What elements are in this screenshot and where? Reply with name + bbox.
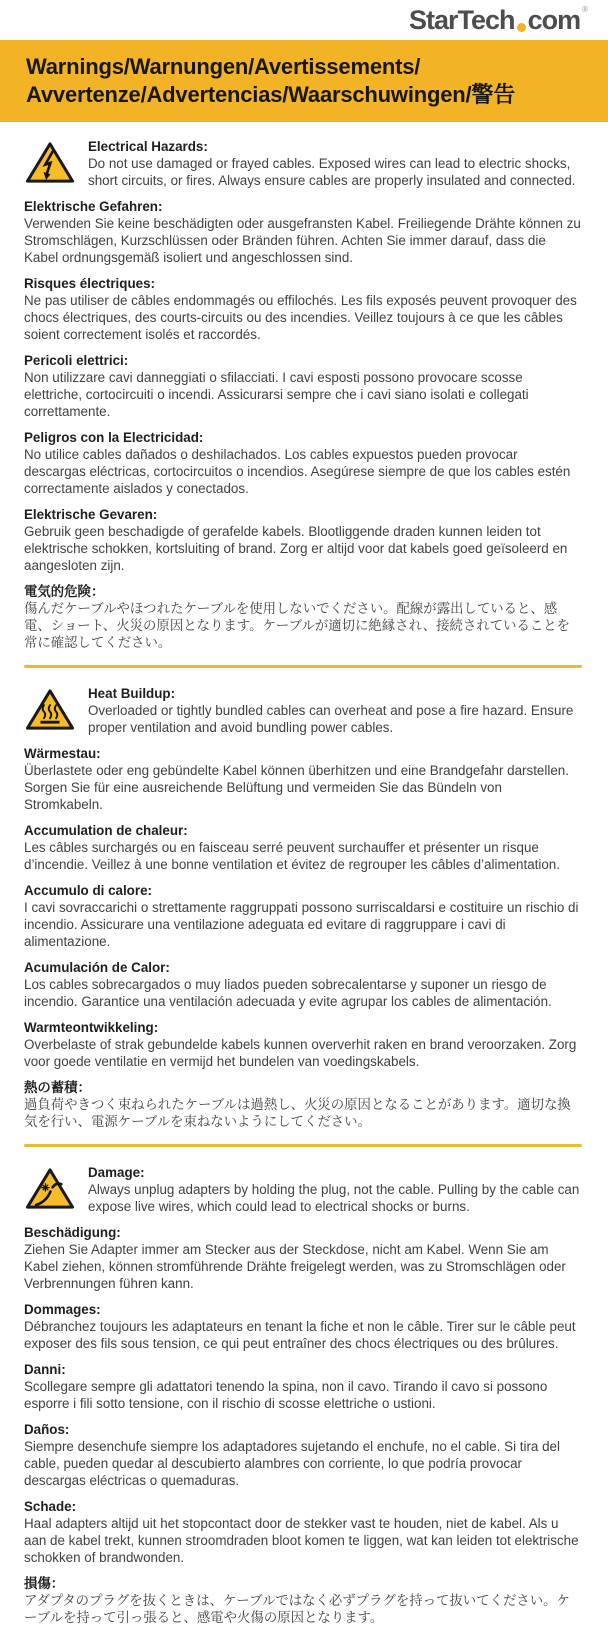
warning-block	[24, 352, 582, 420]
logo-text-com: com	[527, 4, 581, 35]
section-lead	[24, 1164, 582, 1215]
warning-block	[88, 138, 582, 189]
section-lead	[24, 138, 582, 189]
hot-surface-warning-icon	[24, 685, 76, 736]
warning-body: 傷んだケーブルやほつれたケーブルを使用しないでください。配線が露出していると、感電、ショート、火災の原因となります。ケーブルが適切に絶縁され、接続されていることを常に確認してください。	[24, 601, 571, 650]
warning-title: Accumulo di calore:	[24, 883, 152, 898]
warning-title: Acumulación de Calor:	[24, 960, 170, 975]
warning-title: Daños:	[24, 1422, 70, 1437]
warning-title: Warmteontwikkeling:	[24, 1020, 159, 1035]
warning-title: Danni:	[24, 1362, 66, 1377]
startech-logo	[409, 5, 588, 36]
warning-title: Damage:	[88, 1165, 145, 1180]
warnings-banner	[0, 40, 608, 122]
warning-block	[24, 822, 582, 873]
warning-block	[24, 1019, 582, 1070]
warning-title: Accumulation de chaleur:	[24, 823, 188, 838]
warning-title: Wärmestau:	[24, 746, 101, 761]
warning-body: Scollegare sempre gli adattatori tenendo la spina, non il cavo. Tirando il cavo si possono esporre i fili sotto tensione, con il rischio di scosse elettriche o ustioni.	[24, 1379, 548, 1411]
warning-block	[24, 1301, 582, 1352]
warning-title: Peligros con la Electricidad:	[24, 430, 204, 445]
warning-block	[24, 882, 582, 950]
warning-block	[24, 429, 582, 497]
high-voltage-warning-icon	[24, 138, 76, 189]
warning-title: Pericoli elettrici:	[24, 353, 129, 368]
warning-body: Gebruik geen beschadigde of gerafelde kabels. Blootliggende draden kunnen leiden tot elektrische schokken, kortsluiting of brand. Zorg er altijd voor dat kabels goed geïsoleerd en aangesloten zijn.	[24, 524, 568, 573]
warning-title: Risques électriques:	[24, 276, 155, 291]
warning-block	[88, 1164, 582, 1215]
section-divider	[24, 1144, 582, 1147]
warning-body: Los cables sobrecargados o muy liados pueden sobrecalentarse y suponer un riesgo de incendio. Garantice una ventilación adecuada y evite agrupar los cables de alimentación.	[24, 977, 552, 1009]
warning-body: Les câbles surchargés ou en faisceau serré peuvent surchauffer et présenter un risque d’incendie. Veillez à une bonne ventilation et évitez de regrouper les câbles d’alimentation.	[24, 840, 560, 872]
section-damage	[24, 1164, 582, 1626]
registered-trademark-mark: ®	[582, 4, 588, 14]
banner-title-line1: Warnings/Warnungen/Avertissements/	[26, 54, 421, 79]
warning-title: Heat Buildup:	[88, 686, 176, 701]
warning-body: Non utilizzare cavi danneggiati o sfilacciati. I cavi esposti possono provocare scosse elettriche, cortocircuiti o incendi. Assicurarsi sempre che i cavi siano isolati e collegati correttamente.	[24, 370, 529, 419]
warning-block	[24, 583, 582, 651]
section-electrical-hazards	[24, 138, 582, 651]
warning-body: No utilice cables dañados o deshilachados. Los cables expuestos pueden provocar descargas eléctricas, cortocircuitos o incendios. Asegúrese siempre de que los cables estén correctamente aislados y conectados.	[24, 447, 571, 496]
banner-title-line2: Avvertenze/Advertencias/Waarschuwingen/警告	[26, 82, 515, 107]
warning-body: Do not use damaged or frayed cables. Exposed wires can lead to electric shocks, short circuits, or fires. Always ensure cables are properly insulated and connected.	[88, 156, 576, 188]
warning-block	[24, 745, 582, 813]
warning-body: Ziehen Sie Adapter immer am Stecker aus der Steckdose, nicht am Kabel. Wenn Sie am Kabel ziehen, können stromführende Drähte freigelegt werden, was zu Stromschlägen oder Verbrennungen führen kann.	[24, 1242, 566, 1291]
warning-title: 損傷：	[24, 1576, 65, 1591]
warning-body: Verwenden Sie keine beschädigten oder ausgefransten Kabel. Freiliegende Drähte können zu Stromschlägen, Kurzschlüssen oder Bränden führen. Achten Sie immer darauf, dass die Kabel ordnungsgemäß isoliert und angeschlossen sind.	[24, 216, 581, 265]
warning-block	[24, 1498, 582, 1566]
header	[0, 0, 608, 40]
warning-block	[24, 1224, 582, 1292]
damaged-cable-warning-icon	[24, 1164, 76, 1215]
warning-title: 熱の蓄積：	[24, 1080, 91, 1095]
warning-body: Overbelaste of strak gebundelde kabels kunnen oververhit raken en brand veroorzaken. Zorg voor goede ventilatie en vermijd het bundelen van voedingskabels.	[24, 1037, 577, 1069]
warning-body: I cavi sovraccarichi o strettamente raggruppati possono surriscaldarsi e costituire un rischio di incendio. Assicurare una ventilazione adeguata ed evitare di raggruppare i cavi di alimentazione.	[24, 900, 579, 949]
warning-block	[24, 506, 582, 574]
warning-title: Dommages:	[24, 1302, 101, 1317]
section-divider	[24, 665, 582, 668]
warning-body: Overloaded or tightly bundled cables can overheat and pose a fire hazard. Ensure proper ventilation and avoid bundling power cables.	[88, 703, 574, 735]
warning-title: Electrical Hazards:	[88, 139, 208, 154]
section-heat-buildup	[24, 685, 582, 1130]
logo-text-startech: StarTech	[409, 4, 515, 35]
warning-body: Haal adapters altijd uit het stopcontact door de stekker vast te houden, niet de kabel. Als u aan de kabel trekt, kunnen stroomdraden bloot komen te liggen, wat kan leiden tot elektrische schokken of brandwonden.	[24, 1516, 579, 1565]
warning-block	[24, 275, 582, 343]
warning-body: Siempre desenchufe siempre los adaptadores sujetando el enchufe, no el cable. Si tira del cable, pueden quedar al descubierto alambres con corriente, lo que podría provocar descargas eléctricas o quemaduras.	[24, 1439, 560, 1488]
content	[0, 122, 608, 1626]
warning-block	[24, 1079, 582, 1130]
warning-body: 過負荷やきつく束ねられたケーブルは過熱し、火災の原因となることがあります。適切な換気を行い、電源ケーブルを束ねないようにしてください。	[24, 1097, 571, 1129]
warning-block	[24, 959, 582, 1010]
warning-body: Always unplug adapters by holding the plug, not the cable. Pulling by the cable can expose live wires, which could lead to electrical shocks or burns.	[88, 1182, 580, 1214]
warning-block	[88, 685, 582, 736]
warning-block	[24, 198, 582, 266]
warning-block	[24, 1361, 582, 1412]
warning-title: Elektrische Gevaren:	[24, 507, 158, 522]
warning-title: 電気的危険：	[24, 584, 105, 599]
warning-body: アダプタのプラグを抜くときは、ケーブルではなく必ずプラグを持って抜いてください。ケーブルを持って引っ張ると、感電や火傷の原因となります。	[24, 1593, 570, 1625]
warning-block	[24, 1421, 582, 1489]
warning-title: Elektrische Gefahren:	[24, 199, 163, 214]
warning-title: Beschädigung:	[24, 1225, 121, 1240]
section-lead	[24, 685, 582, 736]
warning-body: Überlastete oder eng gebündelte Kabel können überhitzen und eine Brandgefahr darstellen. Sorgen Sie für eine ausreichende Belüftung und vermeiden Sie das Bündeln von Stromkabeln.	[24, 763, 569, 812]
logo-dot-icon	[517, 23, 526, 32]
warning-body: Ne pas utiliser de câbles endommagés ou effilochés. Les fils exposés peuvent provoquer des chocs électriques, des courts-circuits ou des incendies. Veillez toujours à ce que les câbles soient correctement isolés et raccordés.	[24, 293, 577, 342]
warning-body: Débranchez toujours les adaptateurs en tenant la fiche et non le câble. Tirer sur le câble peut exposer des fils sous tension, ce qui peut entraîner des chocs électriques ou des brûlures.	[24, 1319, 576, 1351]
warning-title: Schade:	[24, 1499, 77, 1514]
warning-block	[24, 1575, 582, 1626]
